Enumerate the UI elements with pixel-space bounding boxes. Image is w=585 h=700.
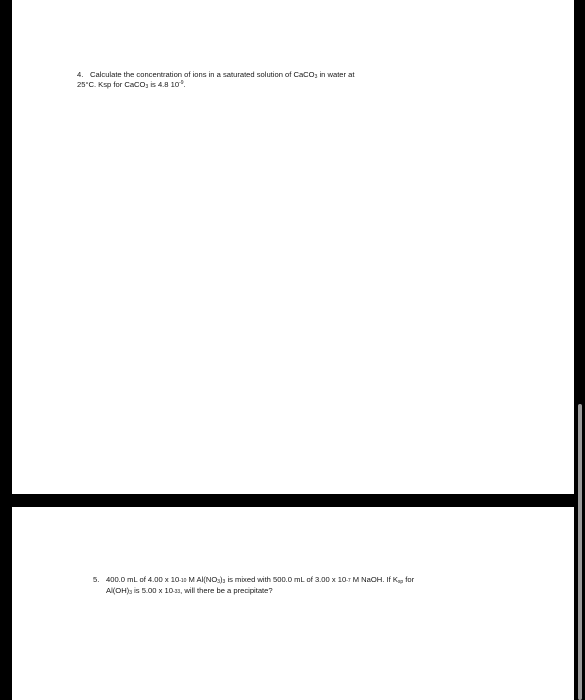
question-text: M NaOH. If K xyxy=(350,575,398,584)
question-text: , will there be a precipitate? xyxy=(180,586,273,595)
question-text: 400.0 mL of 4.00 x 10 xyxy=(106,575,180,584)
question-number: 5. xyxy=(93,575,100,584)
question-text: . xyxy=(183,80,186,89)
subscript: sp xyxy=(397,579,404,585)
question-4-line-1 xyxy=(77,70,355,80)
question-text: is 5.00 x 10 xyxy=(131,586,173,595)
question-text: in water at xyxy=(317,70,355,79)
question-5-line-2 xyxy=(106,586,414,597)
subscript: 3 xyxy=(145,84,149,90)
exponent-inline: -7 xyxy=(346,578,351,584)
subscript: 3 xyxy=(217,579,221,585)
question-5-line-1 xyxy=(93,575,414,586)
question-text: Al(OH) xyxy=(106,586,130,595)
subscript: 3 xyxy=(222,579,226,585)
question-4-line-2 xyxy=(77,80,355,90)
question-text: is 4.8 10 xyxy=(148,80,180,89)
exponent-inline: -10 xyxy=(179,578,187,584)
question-text: 25°C. Ksp for CaCO xyxy=(77,80,146,89)
question-5 xyxy=(93,575,414,597)
scrollbar[interactable] xyxy=(578,404,582,700)
question-4 xyxy=(77,70,355,90)
question-number: 4. xyxy=(77,70,84,79)
document-page-2 xyxy=(12,507,574,700)
question-text: M Al(NO xyxy=(186,575,218,584)
question-text: is mixed with 500.0 mL of 3.00 x 10 xyxy=(225,575,347,584)
question-text: ) xyxy=(220,575,223,584)
exponent-inline: -33 xyxy=(172,589,181,595)
subscript: 3 xyxy=(314,74,318,80)
question-text: Calculate the concentration of ions in a saturated solution of CaCO xyxy=(90,70,315,79)
superscript: -9 xyxy=(179,80,184,86)
question-text: for xyxy=(403,575,415,584)
subscript: 3 xyxy=(129,590,132,596)
document-page-1 xyxy=(12,0,574,494)
